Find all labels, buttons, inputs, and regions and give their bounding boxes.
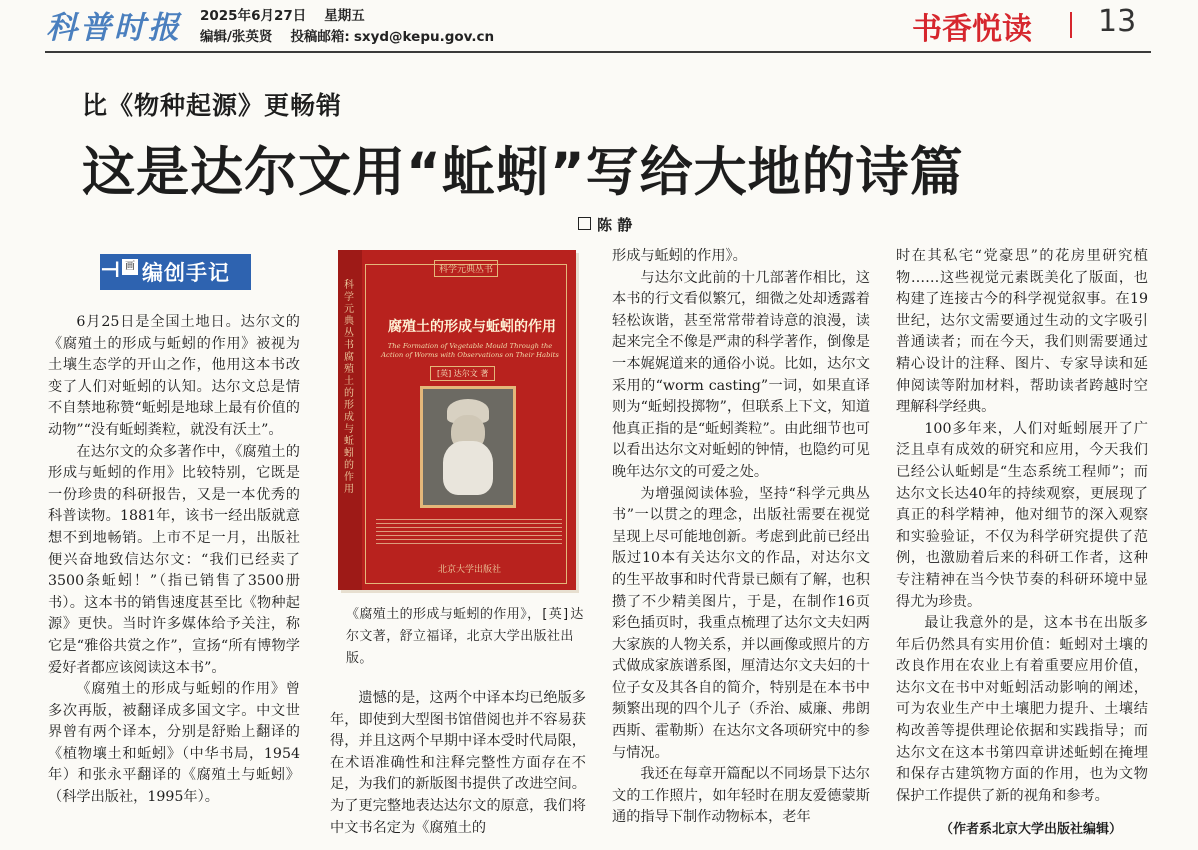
section-divider (1070, 12, 1072, 38)
cover-series: 科学元典丛书 (434, 260, 498, 277)
byline (578, 214, 632, 235)
spine-text: 科学元典丛书 腐殖土的形成与蚯蚓的作用 (344, 280, 354, 495)
article-column-3 (612, 246, 870, 829)
author-note: （作者系北京大学出版社编辑） (940, 822, 1123, 837)
cover-blurb (376, 516, 562, 546)
paragraph: 在达尔文的众多著作中，《腐殖土的形成与蚯蚓的作用》比较特别，它既是一份珍贵的科研报告，又是一本优秀的科普读物。1881年，该书一经出版就意想不到地畅销。上市不足一月，出版社便兴奋地致信达尔文：“我们已经卖了3500条蚯蚓！”（指已销售了3500册书）。这本书的销售速度甚至比《物种起源》更快。当时许多媒体给予关注，称它是“雅俗共赏之作”，宣扬“所有博物学爱好者都应该阅读这本书”。 (48, 443, 300, 676)
paragraph: 为增强阅读体验，坚持“科学元典丛书”一以贯之的理念，出版社需要在视觉呈现上尽可能地创新。考虑到此前已经出版过10本有关达尔文的作品，对达尔文的生平故事和时代背景已颇有了解，也积攒了不少精美图片，于是，在制作16页彩色插页时，我重点梳理了达尔文夫妇两大家族的人物关系，并以画像或照片的方式做成家族谱系图，厘清达尔文夫妇的十位子女及其各自的简介，特别是在本书中频繁出现的四个儿子（乔治、威廉、弗朗西斯、霍勒斯）在达尔文各项研究中的参与情况。 (612, 485, 870, 761)
article-kicker: 比《物种起源》更畅销 (82, 91, 343, 120)
paragraph: 遗憾的是，这两个中译本均已绝版多年，即使到大型图书馆借阅也并不容易获得，并且这两个早期中译本受时代局限，在术语准确性和注释完整性方面存在不足，为我们的新版图书提供了改进空间。为了更完整地表达达尔文的原意，我们将中文书名定为《腐殖土的 (330, 690, 586, 836)
paragraph: 与达尔文此前的十几部著作相比，这本书的行文看似繁冗，细微之处却透露着轻松诙谐，甚至常常带着诗意的浪漫，读起来完全不像是严肃的科学著作，倒像是一本娓娓道来的通俗小说。比如，达尔文采用的“worm casting”一词，如果直译则为“蚯蚓投掷物”，但联系上下文，知道他真正指的是“蚯蚓粪粒”。由此细节也可以看出达尔文对蚯蚓的钟情，也隐约可见晚年达尔文的可爱之处。 (612, 269, 870, 480)
cover-author: [英] 达尔文 著 (430, 366, 495, 381)
submission-email[interactable]: sxyd@kepu.gov.cn (353, 29, 495, 45)
column-tag (100, 254, 251, 290)
article-column-2 (330, 688, 586, 839)
paragraph: 我还在每章开篇配以不同场景下达尔文的工作照片，如年轻时在朋友爱德蒙斯通的指导下制作动物标本，老年 (612, 766, 870, 826)
cover-caption: 《腐殖土的形成与蚯蚓的作用》，[英]达尔文著，舒立福译，北京大学出版社出版。 (346, 607, 584, 666)
column-tag-label: 编创手记 (142, 261, 230, 285)
section-title: 书香悦读 (912, 12, 1032, 47)
byline-box-icon (578, 217, 591, 230)
issue-date: 2025年6月27日 (200, 8, 307, 24)
editor-credit: 编辑/张英贤 (200, 29, 273, 45)
book-cover (338, 250, 576, 590)
article-column-1 (48, 312, 300, 809)
paragraph: 100多年来，人们对蚯蚓展开了广泛且卓有成效的研究和应用，今天我们已经公认蚯蚓是“生态系统工程师”；而达尔文长达40年的持续观察，更展现了真正的科学精神，他对细节的深入观察和实验验证，不仅为科学研究提供了范例，也激励着后来的科研工作者，这种专注精神在当今快节奏的科研环境中显得尤为珍贵。 (896, 420, 1148, 610)
article-column-4 (896, 246, 1148, 807)
cover-subtitle: The Formation of Vegetable Mould Through the Action of Worms with Observations on Their Habits (381, 342, 559, 359)
page-number: 13 (1098, 4, 1137, 39)
cover-title: 腐殖土的形成与蚯蚓的作用 (388, 319, 556, 335)
paragraph: 形成与蚯蚓的作用》。 (612, 248, 747, 264)
paragraph: 最让我意外的是，这本书在出版多年后仍然具有实用价值：蚯蚓对土壤的改良作用在农业上有着重要应用价值，达尔文在书中对蚯蚓活动影响的阐述，可为农业生产中土壤肥力提升、土壤结构改善等提供理论依据和实践指导；而达尔文在这本书第四章讲述蚯蚓在掩埋和保存古建筑物方面的作用，也为文物保护工作提供了新的视角和参考。 (896, 615, 1148, 804)
tag-mark-icon: ⊣ (100, 258, 121, 283)
masthead (0, 0, 1198, 52)
masthead-info (200, 6, 512, 48)
cover-publisher: 北京大学出版社 (438, 565, 502, 575)
paragraph: 6月25日是全国土地日。达尔文的《腐殖土的形成与蚯蚓的作用》被视为土壤生态学的开山之作，他用这本书改变了人们对蚯蚓的认知。达尔文总是情不自禁地称赞“蚯蚓是地球上最有价值的动物”“没有蚯蚓粪粒，就没有沃土”。 (48, 314, 300, 438)
masthead-rule (45, 51, 1151, 53)
article-headline: 这是达尔文用“蚯蚓”写给大地的诗篇 (82, 142, 964, 203)
issue-weekday: 星期五 (324, 8, 365, 24)
paragraph: 《腐殖土的形成与蚯蚓的作用》曾多次再版，被翻译成多国文字。中文世界曾有两个译本，分别是舒贻上翻译的《植物壤土和蚯蚓》（中华书局，1954年）和张永平翻译的《腐殖土与蚯蚓》（科学出版社，1995年）。 (48, 681, 300, 806)
darwin-portrait (420, 386, 516, 508)
picture-icon: 画 (122, 259, 138, 275)
paragraph: 时在其私宅“党豪思”的花房里研究植物……这些视觉元素既美化了版面，也构建了连接古今的科学视觉叙事。在19世纪，达尔文需要通过生动的文字吸引普通读者；而在今天，我们则需要通过精心设计的注释、图片、专家导读和延伸阅读等附加材料，帮助读者跨越时空理解科学经典。 (896, 248, 1148, 416)
email-label: 投稿邮箱: (290, 29, 350, 45)
newspaper-name: 科普时报 (46, 10, 182, 46)
portrait-beard (443, 441, 493, 495)
author-name: 陈 静 (597, 216, 633, 234)
